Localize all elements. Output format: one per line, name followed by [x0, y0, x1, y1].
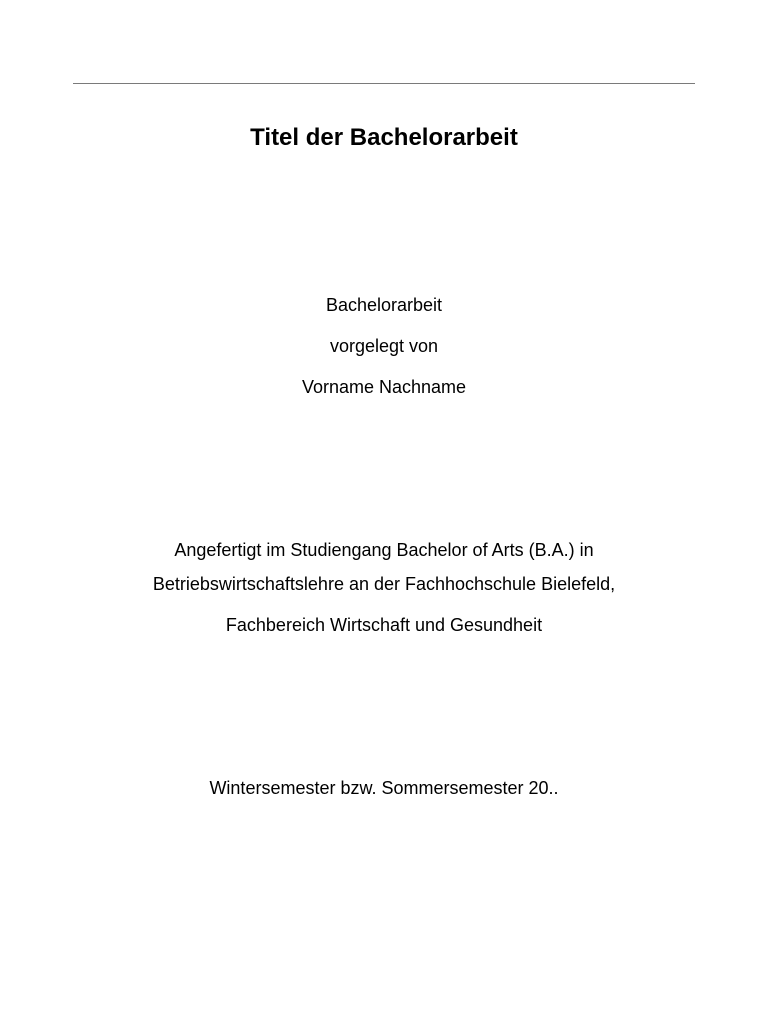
program-line-3: Fachbereich Wirtschaft und Gesundheit: [225, 615, 543, 635]
program-line-1: Angefertigt im Studiengang Bachelor of Arts (B.A.) in: [174, 540, 594, 560]
thesis-title: Titel der Bachelorarbeit: [250, 124, 518, 151]
submitted-by-label: vorgelegt von: [329, 336, 439, 356]
program-line-2: Betriebswirtschaftslehre an der Fachhochschule Bielefeld,: [152, 574, 616, 594]
author-name: Vorname Nachname: [301, 377, 467, 397]
document-type: Bachelorarbeit: [325, 295, 443, 315]
semester: Wintersemester bzw. Sommersemester 20..: [209, 778, 559, 798]
header-rule: [73, 83, 695, 84]
